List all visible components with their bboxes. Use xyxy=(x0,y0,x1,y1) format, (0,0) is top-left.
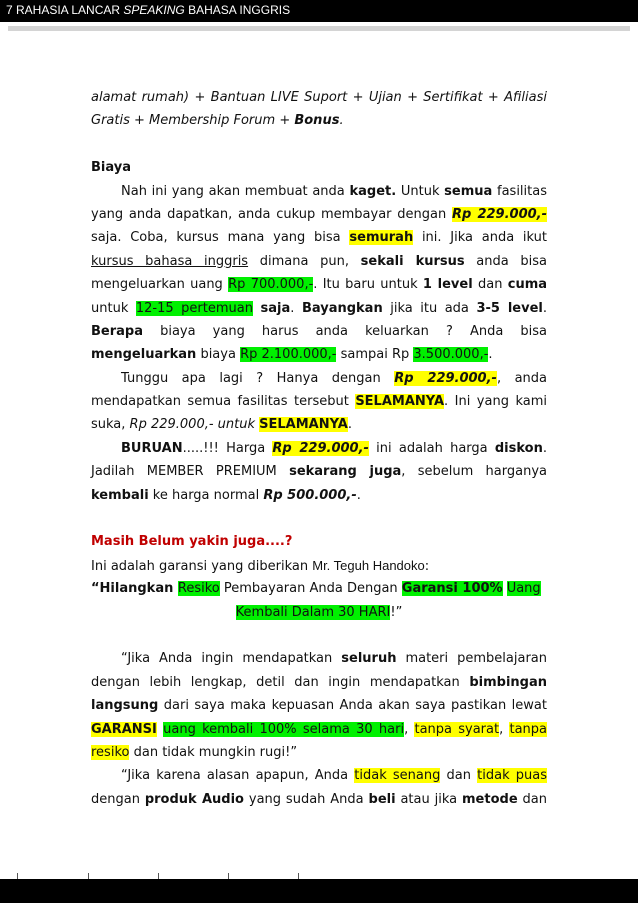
text: Pembayaran Anda Dengan xyxy=(219,581,402,597)
paragraph-line xyxy=(91,788,547,811)
paragraph-line xyxy=(91,320,547,343)
highlight-text: semurah xyxy=(349,230,414,246)
paragraph-line xyxy=(91,647,547,670)
paragraph-line xyxy=(91,273,547,296)
quote-line xyxy=(91,601,547,624)
italic-text: Rp 229.000,- untuk xyxy=(129,417,260,433)
bold-text: saja xyxy=(260,300,291,316)
bold-text: langsung xyxy=(91,698,159,714)
paragraph-line xyxy=(91,367,547,390)
bold-text: diskon xyxy=(494,440,543,456)
text: . xyxy=(347,417,352,433)
bold-text: produk Audio xyxy=(144,791,244,807)
bold-text: sekali kursus xyxy=(360,253,465,269)
bold-text: “Hilangkan xyxy=(91,581,178,597)
highlight-text: GARANSI xyxy=(91,721,157,737)
paragraph-line xyxy=(91,203,547,226)
text: dan xyxy=(440,768,478,784)
text: Jadilah MEMBER PREMIUM xyxy=(91,464,290,480)
highlight-text: Uang xyxy=(506,581,541,597)
paragraph-line xyxy=(91,694,547,717)
bold-text: kembali xyxy=(91,487,149,503)
text: .....!!! Harga xyxy=(182,440,273,456)
text xyxy=(253,301,261,316)
header-bar xyxy=(0,0,638,22)
text: dimana pun, xyxy=(248,253,361,269)
highlight-price: Rp 229.000,- xyxy=(394,370,497,386)
bold-text: seluruh xyxy=(341,651,397,667)
paragraph-line xyxy=(91,180,547,203)
text: jika itu ada xyxy=(382,300,477,316)
paragraph-line xyxy=(91,460,547,483)
paragraph-line xyxy=(91,671,547,694)
text: untuk xyxy=(91,300,136,316)
bold-text: Bonus xyxy=(294,113,340,129)
text: biaya xyxy=(196,347,241,363)
highlight-text: SELAMANYA xyxy=(355,394,445,410)
highlight-price: 3.500.000,- xyxy=(413,347,489,363)
highlight-text: Resiko xyxy=(177,581,220,597)
text: , sebelum harganya xyxy=(401,464,547,480)
highlight-text: tanpa xyxy=(509,721,548,737)
bold-text: beli xyxy=(368,791,396,807)
text: alamat rumah) + Bantuan LIVE Suport + Ujian + Sertifikat + Afiliasi xyxy=(91,90,547,105)
bold-text: semua xyxy=(444,183,493,199)
section-heading-biaya: Biaya xyxy=(91,160,131,176)
text: “Jika Anda ingin mendapatkan xyxy=(121,651,342,667)
bold-text: bimbingan xyxy=(469,674,547,690)
text: . xyxy=(542,300,548,316)
text: anda bisa xyxy=(464,253,547,269)
text: dan tidak mungkin rugi!” xyxy=(129,744,298,760)
text: Gratis + Membership Forum + xyxy=(91,113,295,129)
text: . xyxy=(542,440,547,456)
text: , xyxy=(404,721,415,737)
bold-text: Berapa xyxy=(91,323,143,339)
highlight-price: Rp 229.000,- xyxy=(451,206,547,222)
text: mengeluarkan uang xyxy=(91,277,229,293)
header-title-part: 7 RAHASIA LANCAR xyxy=(6,3,124,17)
text: . Itu baru untuk xyxy=(313,277,423,293)
highlight-text: SELAMANYA xyxy=(259,417,348,433)
text: sampai Rp xyxy=(336,347,414,363)
header-divider xyxy=(8,26,630,31)
footer-bar xyxy=(0,879,638,903)
author-name: Mr. Teguh Handoko xyxy=(312,557,425,573)
text: biaya yang harus anda keluarkan ? Anda bisa xyxy=(143,323,547,339)
text: materi pembelajaran xyxy=(396,651,547,667)
text: . Ini yang kami xyxy=(444,394,547,410)
text: dengan lebih lengkap, detil dan ingin mendapatkan xyxy=(91,674,470,690)
text: . xyxy=(339,113,344,129)
page-header-title xyxy=(6,3,290,17)
text: . xyxy=(356,487,361,503)
text: : xyxy=(424,558,430,574)
paragraph-line xyxy=(91,741,547,764)
text: dengan xyxy=(91,791,145,807)
paragraph-line xyxy=(91,297,547,320)
highlight-text: resiko xyxy=(91,744,130,760)
bold-text: kaget. xyxy=(349,183,397,199)
bold-italic-text: Rp 500.000,- xyxy=(263,487,357,503)
paragraph-line xyxy=(91,484,547,507)
paragraph-line xyxy=(91,718,547,741)
text: dan xyxy=(517,791,548,807)
text: ke harga normal xyxy=(148,487,264,503)
underlined-text: kursus bahasa inggris xyxy=(91,253,249,269)
text: ini. Jika anda ikut xyxy=(413,230,547,246)
text: dari saya maka kepuasan Anda akan saya pastikan lewat xyxy=(158,698,547,714)
document-body xyxy=(91,86,547,811)
highlight-text: Garansi 100% xyxy=(401,581,503,597)
header-title-italic: SPEAKING xyxy=(123,3,185,17)
text: . xyxy=(488,347,493,363)
text: Nah ini yang akan membuat anda xyxy=(121,183,350,199)
text: saja. Coba, kursus mana yang bisa xyxy=(91,230,350,246)
text: !” xyxy=(390,604,403,620)
text: . xyxy=(290,300,302,316)
paragraph-line xyxy=(91,226,547,249)
text: Ini adalah garansi yang diberikan xyxy=(91,558,313,574)
bold-text: mengeluarkan xyxy=(91,347,197,363)
highlight-price: Rp 229.000,- xyxy=(272,440,369,456)
paragraph-line xyxy=(91,554,547,577)
text: dan xyxy=(472,277,508,293)
bold-text: 1 level xyxy=(422,277,473,293)
bold-text: cuma xyxy=(507,277,548,293)
text: , xyxy=(499,721,510,737)
text: ini adalah harga xyxy=(368,440,495,456)
paragraph-line xyxy=(91,86,547,109)
bold-text: metode xyxy=(462,791,518,807)
paragraph-line xyxy=(91,413,547,436)
highlight-text: tidak puas xyxy=(477,768,547,784)
text: atau jika xyxy=(395,791,463,807)
text: Tunggu apa lagi ? Hanya dengan xyxy=(121,370,395,386)
text: mendapatkan semua fasilitas tersebut xyxy=(91,394,356,410)
paragraph-line xyxy=(91,343,547,366)
paragraph-line xyxy=(91,250,547,273)
paragraph-line xyxy=(91,390,547,413)
paragraph-line xyxy=(91,764,547,787)
text: yang sudah Anda xyxy=(244,791,369,807)
header-title-part: BAHASA INGGRIS xyxy=(184,3,291,17)
paragraph-line xyxy=(91,109,547,132)
bold-text: 3-5 level xyxy=(476,300,543,316)
highlight-text: tanpa syarat xyxy=(414,721,500,737)
text: suka, xyxy=(91,417,130,433)
highlight-text: tidak senang xyxy=(354,768,441,784)
text: yang anda dapatkan, anda cukup membayar dengan xyxy=(91,206,452,222)
text: Untuk xyxy=(396,183,445,199)
highlight-text: 12-15 pertemuan xyxy=(135,300,253,316)
highlight-text: Kembali Dalam 30 HARI xyxy=(235,604,391,620)
quote-line xyxy=(91,577,547,600)
highlight-price: Rp 700.000,- xyxy=(228,277,314,293)
section-heading-masih-belum: Masih Belum yakin juga....? xyxy=(91,534,293,550)
bold-text: Bayangkan xyxy=(301,300,383,316)
text: , anda xyxy=(496,370,547,386)
bold-text: sekarang juga xyxy=(289,464,402,480)
highlight-price: Rp 2.100.000,- xyxy=(240,347,337,363)
highlight-text: uang kembali 100% selama 30 hari xyxy=(163,721,405,737)
paragraph-line xyxy=(91,437,547,460)
text: fasilitas xyxy=(492,183,547,199)
bold-text: BURUAN xyxy=(121,440,183,456)
text: “Jika karena alasan apapun, Anda xyxy=(121,768,355,784)
